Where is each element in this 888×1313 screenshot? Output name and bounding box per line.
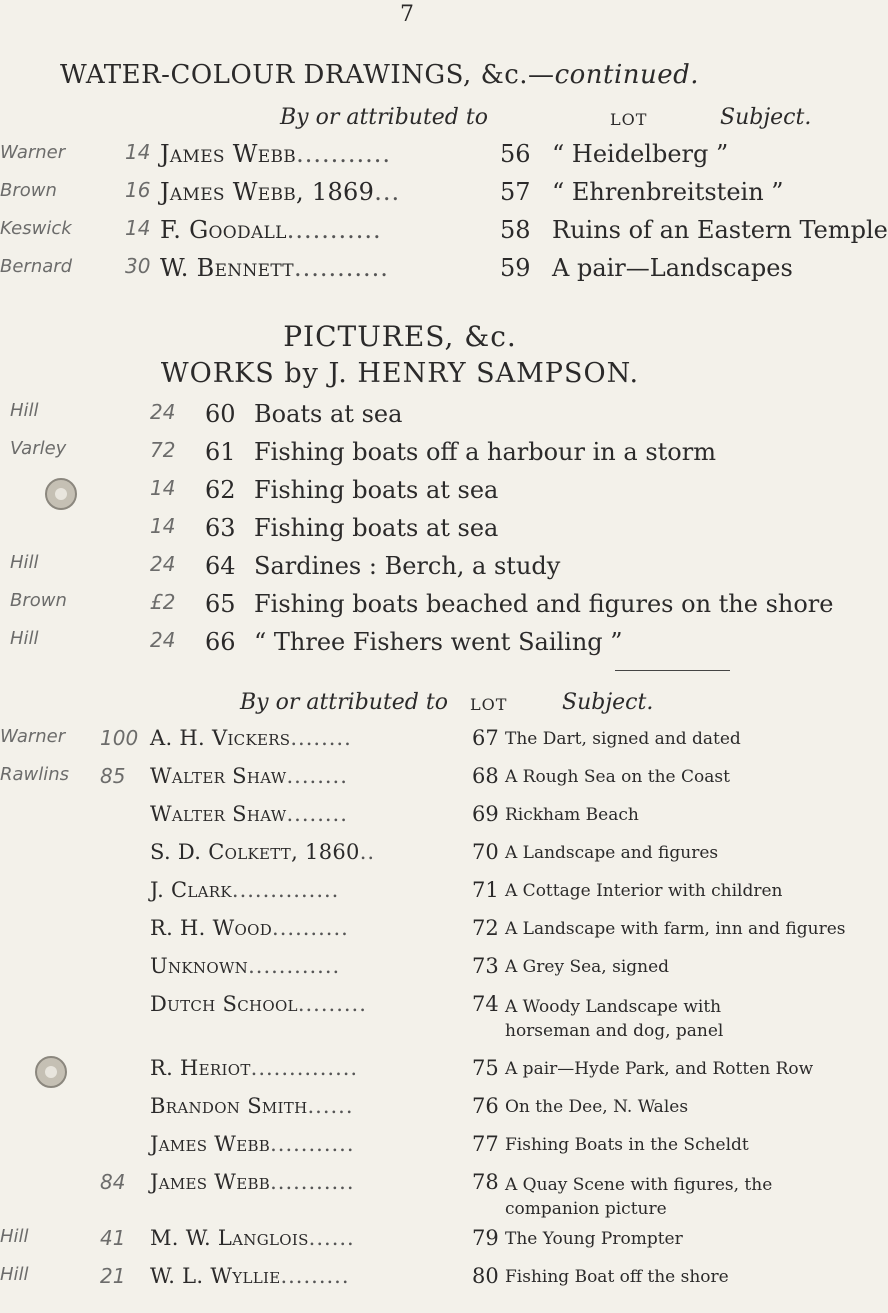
leader-dots: ............ <box>248 954 341 978</box>
artist-name: W. Bennett <box>160 254 294 282</box>
lot-subject: Ruins of an Eastern Temple <box>552 216 888 244</box>
lot-row <box>0 992 800 1054</box>
lot-subject: A pair—Hyde Park, and Rotten Row <box>505 1059 814 1079</box>
section-title: PICTURES, &c. <box>283 320 517 353</box>
lot-row <box>0 1264 800 1304</box>
price-note: 14 <box>150 514 176 538</box>
lot-number: 62 <box>205 476 236 504</box>
running-head-main: WATER-COLOUR DRAWINGS, &c.— <box>60 60 555 90</box>
leader-dots: ........... <box>270 1170 355 1194</box>
artist-name: Dutch School <box>150 992 298 1016</box>
margin-note: Rawlins <box>0 764 70 785</box>
price-note: £2 <box>150 590 176 614</box>
lot-number: 73 <box>472 954 499 978</box>
header-by: By or attributed to <box>280 105 488 130</box>
ink-stain-icon <box>35 1056 67 1088</box>
lot-number: 66 <box>205 628 236 656</box>
lot-number: 76 <box>472 1094 499 1118</box>
picture-title: “ Three Fishers went Sailing ” <box>254 628 623 656</box>
lot-subject: The Dart, signed and dated <box>505 729 741 749</box>
lot-number: 60 <box>205 400 236 428</box>
lot-number: 61 <box>205 438 236 466</box>
price-note: 14 <box>150 476 176 500</box>
lot-row <box>0 1056 814 1096</box>
running-head-cont: continued. <box>554 60 700 90</box>
lot-row <box>0 1226 800 1266</box>
margin-note: Hill <box>10 400 39 421</box>
margin-note: Hill <box>10 628 39 649</box>
lot-number: 71 <box>472 878 499 902</box>
picture-title: Fishing boats at sea <box>254 514 499 542</box>
lot-subject: A Woody Landscape with horseman and dog, panel <box>505 997 724 1041</box>
price-note: 16 <box>125 178 151 202</box>
artist-name: R. H. Wood <box>150 916 273 940</box>
lot-number: 68 <box>472 764 499 788</box>
price-note: 24 <box>150 628 176 652</box>
lot-number: 64 <box>205 552 236 580</box>
lot-subject: “ Heidelberg ” <box>552 140 729 168</box>
price-note: 84 <box>100 1170 126 1194</box>
lot-number: 79 <box>472 1226 499 1250</box>
leader-dots: ........... <box>296 140 391 168</box>
lot-subject: A Landscape and figures <box>505 843 719 863</box>
lot-number: 67 <box>472 726 499 750</box>
lot-subject: The Young Prompter <box>505 1229 683 1249</box>
running-head <box>60 60 800 90</box>
lot-number: 74 <box>472 992 499 1016</box>
header-subject: Subject. <box>720 105 812 130</box>
margin-note: Brown <box>0 180 57 201</box>
leader-dots: ........... <box>286 216 382 244</box>
lot-row <box>0 178 800 218</box>
artist-name: F. Goodall <box>160 216 287 244</box>
picture-title: Fishing boats at sea <box>254 476 499 504</box>
lot-number: 63 <box>205 514 236 542</box>
artist-name: James Webb <box>150 1132 271 1156</box>
leader-dots: ........ <box>286 764 348 788</box>
lot-subject: A Quay Scene with figures, the companion picture <box>505 1175 773 1219</box>
lot-row <box>0 954 800 994</box>
picture-title: Boats at sea <box>254 400 403 428</box>
lot-number: 56 <box>500 140 531 168</box>
leader-dots: .. <box>359 840 376 864</box>
artist-name: James Webb <box>160 140 297 168</box>
lot-row <box>0 802 800 842</box>
artist-name: Brandon Smith <box>150 1094 308 1118</box>
price-note: 30 <box>125 254 151 278</box>
lot-row <box>0 840 800 880</box>
lot-row <box>0 216 888 256</box>
lot-subject: Rickham Beach <box>505 805 639 825</box>
lot-subject: A Grey Sea, signed <box>505 957 670 977</box>
divider-rule <box>615 670 730 671</box>
margin-note: Keswick <box>0 218 72 239</box>
price-note: 100 <box>100 726 139 750</box>
lot-row <box>0 878 800 918</box>
lot-number: 65 <box>205 590 236 618</box>
leader-dots: .............. <box>231 878 340 902</box>
margin-note: Brown <box>10 590 67 611</box>
margin-note: Hill <box>0 1264 29 1285</box>
lot-subject: A Rough Sea on the Coast <box>505 767 730 787</box>
leader-dots: ......... <box>297 992 367 1016</box>
picture-row <box>0 628 800 668</box>
lot-row <box>0 726 800 766</box>
section-byline: WORKS by J. HENRY SAMPSON. <box>160 358 640 389</box>
artist-name: James Webb, 1869 <box>160 178 375 206</box>
artist-name: W. L. Wyllie <box>150 1264 281 1288</box>
lot-number: 58 <box>500 216 531 244</box>
margin-note: Warner <box>0 726 66 747</box>
lot-subject: A pair—Landscapes <box>552 254 793 282</box>
artist-name: J. Clark <box>150 878 232 902</box>
lot-row <box>0 1094 800 1134</box>
price-note: 21 <box>100 1264 126 1288</box>
price-note: 85 <box>100 764 126 788</box>
header-lot: LOT <box>470 695 508 714</box>
artist-name: A. H. Vickers <box>150 726 291 750</box>
picture-row <box>0 552 800 592</box>
leader-dots: ... <box>374 178 401 206</box>
picture-row <box>0 476 800 516</box>
lot-row <box>0 140 800 180</box>
artist-name: James Webb <box>150 1170 271 1194</box>
lot-subject: A Landscape with farm, inn and figures <box>505 919 846 939</box>
lot-subject: Fishing Boat off the shore <box>505 1267 729 1287</box>
lot-number: 69 <box>472 802 499 826</box>
picture-row <box>0 438 800 478</box>
picture-row <box>0 590 834 630</box>
picture-title: Fishing boats beached and figures on the shore <box>254 590 834 618</box>
leader-dots: .............. <box>250 1056 359 1080</box>
margin-note: Varley <box>10 438 67 459</box>
leader-dots: ........ <box>290 726 352 750</box>
picture-row <box>0 514 800 554</box>
price-note: 14 <box>125 140 151 164</box>
lot-row <box>0 916 846 956</box>
lot-row <box>0 254 800 294</box>
lot-subject: “ Ehrenbreitstein ” <box>552 178 784 206</box>
picture-title: Fishing boats off a harbour in a storm <box>254 438 716 466</box>
picture-title: Sardines : Berch, a study <box>254 552 561 580</box>
price-note: 24 <box>150 400 176 424</box>
lot-number: 78 <box>472 1170 499 1194</box>
page-number: 7 <box>400 2 414 27</box>
lot-number: 70 <box>472 840 499 864</box>
lot-subject: A Cottage Interior with children <box>505 881 783 901</box>
header-subject: Subject. <box>562 690 654 715</box>
price-note: 72 <box>150 438 176 462</box>
artist-name: Walter Shaw <box>150 802 287 826</box>
leader-dots: .......... <box>272 916 349 940</box>
lot-number: 72 <box>472 916 499 940</box>
lot-subject: On the Dee, N. Wales <box>505 1097 689 1117</box>
price-note: 14 <box>125 216 151 240</box>
lot-number: 80 <box>472 1264 499 1288</box>
leader-dots: ...... <box>307 1094 354 1118</box>
margin-note: Hill <box>10 552 39 573</box>
lot-number: 59 <box>500 254 531 282</box>
leader-dots: ...... <box>308 1226 355 1250</box>
margin-note: Hill <box>0 1226 29 1247</box>
margin-note: Bernard <box>0 256 73 277</box>
artist-name: R. Heriot <box>150 1056 251 1080</box>
header-lot: LOT <box>610 110 648 129</box>
price-note: 24 <box>150 552 176 576</box>
lot-row <box>0 764 800 804</box>
leader-dots: ......... <box>280 1264 350 1288</box>
margin-note: Warner <box>0 142 66 163</box>
lot-row <box>0 1170 800 1224</box>
lot-number: 75 <box>472 1056 499 1080</box>
leader-dots: ........ <box>286 802 348 826</box>
header-by: By or attributed to <box>240 690 448 715</box>
ink-stain-icon <box>45 478 77 510</box>
lot-row <box>0 1132 800 1172</box>
lot-number: 77 <box>472 1132 499 1156</box>
leader-dots: ........... <box>293 254 389 282</box>
lot-subject: Fishing Boats in the Scheldt <box>505 1135 749 1155</box>
artist-name: Unknown <box>150 954 249 978</box>
artist-name: M. W. Langlois <box>150 1226 309 1250</box>
artist-name: S. D. Colkett, 1860 <box>150 840 360 864</box>
lot-number: 57 <box>500 178 531 206</box>
artist-name: Walter Shaw <box>150 764 287 788</box>
leader-dots: ........... <box>270 1132 355 1156</box>
price-note: 41 <box>100 1226 126 1250</box>
picture-row <box>0 400 800 440</box>
